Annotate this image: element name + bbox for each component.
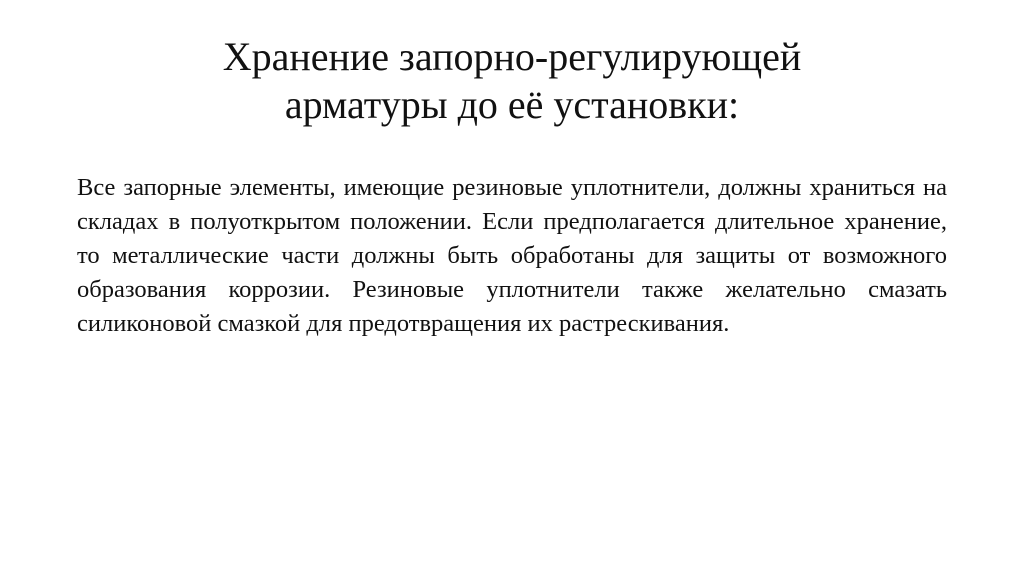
- slide-title: [112, 33, 912, 129]
- slide-body-text: Все запорные элементы, имеющие резиновые уплотнители, должны храниться на складах в полуоткрытом положении. Если предполагается длительное хранение, то металлические части должны быть обработаны для защиты от возможного образования коррозии. Резиновые уплотнители также желательно смазать силиконовой смазкой для предотвращения их растрескивания.: [77, 174, 947, 337]
- slide-title-line-2: арматуры до её установки:: [284, 82, 740, 127]
- slide-title-line-1: Хранение запорно-регулирующей: [222, 34, 802, 79]
